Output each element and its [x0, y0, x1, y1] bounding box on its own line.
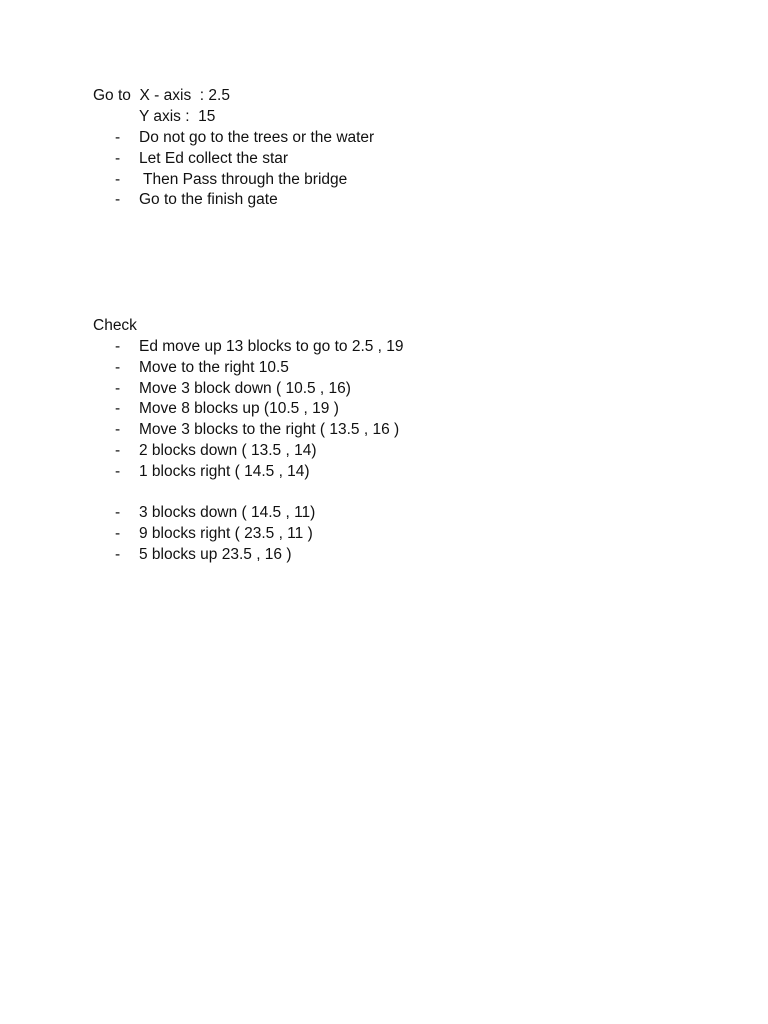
- list-item-text: Let Ed collect the star: [139, 149, 289, 167]
- bullet-dash: -: [115, 421, 121, 439]
- list-item-text: Move to the right 10.5: [139, 358, 289, 376]
- bullet-dash: -: [115, 462, 121, 480]
- bullet-dash: -: [115, 525, 121, 543]
- bullet-dash: -: [115, 358, 121, 376]
- list-item-text: Then Pass through the bridge: [139, 170, 348, 188]
- bullet-dash: -: [115, 441, 121, 459]
- bullet-dash: -: [115, 379, 121, 397]
- bullet-dash: -: [115, 129, 121, 146]
- bullet-dash: -: [115, 191, 121, 209]
- list-item-text: 5 blocks up 23.5 , 16 ): [139, 545, 292, 563]
- bullet-dash: -: [115, 504, 121, 522]
- bullet-dash: -: [115, 545, 121, 563]
- goto-heading: Go to X - axis : 2.5: [93, 87, 230, 104]
- list-item-text: Move 3 blocks to the right ( 13.5 , 16 ): [139, 421, 400, 439]
- list-item-text: Do not go to the trees or the water: [139, 129, 375, 146]
- list-item-text: Move 8 blocks up (10.5 , 19 ): [139, 400, 339, 418]
- list-item-text: 9 blocks right ( 23.5 , 11 ): [139, 525, 313, 543]
- bullet-dash: -: [115, 170, 121, 188]
- check-heading: Check: [93, 317, 137, 334]
- list-item-text: Ed move up 13 blocks to go to 2.5 , 19: [139, 338, 404, 355]
- list-item-text: 2 blocks down ( 13.5 , 14): [139, 441, 317, 459]
- y-axis-line: Y axis : 15: [139, 108, 216, 125]
- bullet-dash: -: [115, 338, 121, 355]
- list-item-text: Go to the finish gate: [139, 191, 278, 209]
- bullet-dash: -: [115, 149, 121, 167]
- list-item-text: Move 3 block down ( 10.5 , 16): [139, 379, 351, 397]
- list-item-text: 3 blocks down ( 14.5 , 11): [139, 504, 316, 522]
- list-item-text: 1 blocks right ( 14.5 , 14): [139, 462, 310, 480]
- bullet-dash: -: [115, 400, 121, 418]
